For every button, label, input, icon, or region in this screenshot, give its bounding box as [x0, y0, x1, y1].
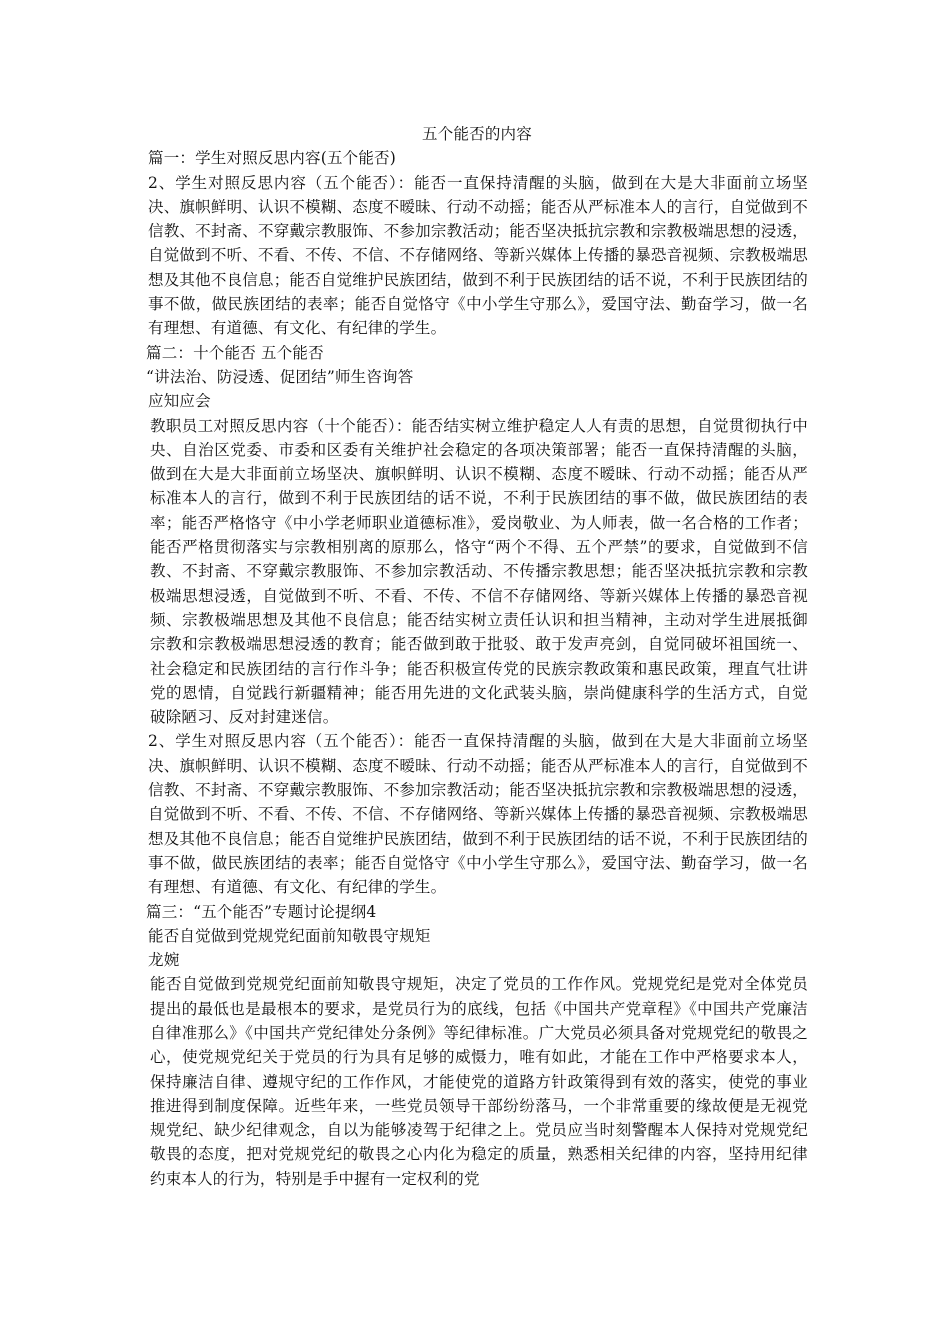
paragraph-party-discipline: 能否自觉做到党规党纪面前知敬畏守规矩，决定了党员的工作作风。党规党纪是党对全体党员提出的最低也是最根本的要求，是党员行为的底线，包括《中国共产党章程》《中国共产党廉洁自律准那么》《中国共产党纪律处分条例》等纪律标准。广大党员必须具备对党规党纪的敬畏之心，使党规党纪关于党员的行为具有足够的威慑力，唯有如此，才能在工作中严格要求本人，保持廉洁自律、遵规守纪的工作作风，才能使党的道路方针政策得到有效的落实，使党的事业推进得到制度保障。近些年来，一些党员领导干部纷纷落马，一个非常重要的缘故便是无视党规党纪、缺少纪律观念，自以为能够凌驾于纪律之上。党员应当时刻警醒本人保持对党规党纪敬畏的态度，把对党规党纪的敬畏之心内化为稳定的质量，熟悉相关纪律的内容，坚持用纪律约束本人的行为，特别是手中握有一定权利的党: [150, 975, 808, 1188]
document-page: [146, 122, 808, 1191]
document-title: 五个能否的内容: [422, 125, 532, 143]
author-name: 龙婉: [148, 951, 180, 970]
section-heading-3: 篇三：“五个能否”专题讨论提纲4: [146, 902, 377, 921]
subheading-should-know: 应知应会: [148, 392, 211, 411]
section-heading-1: 篇一：学生对照反思内容(五个能否): [148, 149, 396, 168]
subheading-party-discipline: 能否自觉做到党规党纪面前知敬畏守规矩: [148, 926, 431, 945]
paragraph-staff-reflection: 教职员工对照反思内容（十个能否）：能否结实树立维护稳定人人有责的思想，自觉贯彻执行中央、自治区党委、市委和区委有关维护社会稳定的各项决策部署；能否一直保持清醒的头脑，做到在大是大非面前立场坚决、旗帜鲜明、认识不模糊、态度不暧昧、行动不动摇；能否从严标准本人的言行，做到不利于民族团结的话不说，不利于民族团结的事不做，做民族团结的表率；能否严格恪守《中小学老师职业道德标准》，爱岗敬业、为人师表，做一名合格的工作者；能否严格贯彻落实与宗教相别离的原那么，恪守“两个不得、五个严禁”的要求，自觉做到不信教、不封斋、不穿戴宗教服饰、不参加宗教活动、不传播宗教思想；能否坚决抵抗宗教和宗教极端思想浸透，自觉做到不听、不看、不传、不信不存储网络、等新兴媒体上传播的暴恐音视频、宗教极端思想及其他不良信息；能否结实树立责任认识和担当精神，主动对学生进展抵御宗教和宗教极端思想浸透的教育；能否做到敢于批驳、敢于发声亮剑，自觉同破坏祖国统一、社会稳定和民族团结的言行作斗争；能否积极宣传党的民族宗教政策和惠民政策，理直气壮讲党的恩情，自觉践行新疆精神；能否用先进的文化武装头脑，崇尚健康科学的生活方式，自觉破除陋习、反对封建迷信。: [150, 416, 808, 727]
section-heading-2: 篇二：十个能否 五个能否: [146, 343, 324, 362]
paragraph-student-reflection-2: 2、学生对照反思内容（五个能否）：能否一直保持清醒的头脑，做到在大是大非面前立场坚决、旗帜鲜明、认识不模糊、态度不暧昧、行动不动摇；能否从严标准本人的言行，自觉做到不信教、不封斋、不穿戴宗教服饰、不参加宗教活动；能否坚决抵抗宗教和宗教极端思想的浸透，自觉做到不听、不看、不传、不信、不存储网络、等新兴媒体上传播的暴恐音视频、宗教极端思想及其他不良信息；能否自觉维护民族团结，做到不利于民族团结的话不说，不利于民族团结的事不做，做民族团结的表率；能否自觉恪守《中小学生守那么》，爱国守法、勤奋学习，做一名有理想、有道德、有文化、有纪律的学生。: [148, 732, 808, 897]
subheading-law-infiltration-unity: “讲法治、防浸透、促团结”师生咨询答: [146, 367, 414, 386]
paragraph-student-reflection-1: 2、学生对照反思内容（五个能否）：能否一直保持清醒的头脑，做到在大是大非面前立场坚决、旗帜鲜明、认识不模糊、态度不暧昧、行动不动摇；能否从严标准本人的言行，自觉做到不信教、不封斋、不穿戴宗教服饰、不参加宗教活动；能否坚决抵抗宗教和宗教极端思想的浸透，自觉做到不听、不看、不传、不信、不存储网络、等新兴媒体上传播的暴恐音视频、宗教极端思想及其他不良信息；能否自觉维护民族团结，做到不利于民族团结的话不说，不利于民族团结的事不做，做民族团结的表率；能否自觉恪守《中小学生守那么》，爱国守法、勤奋学习，做一名有理想、有道德、有文化、有纪律的学生。: [148, 173, 808, 338]
